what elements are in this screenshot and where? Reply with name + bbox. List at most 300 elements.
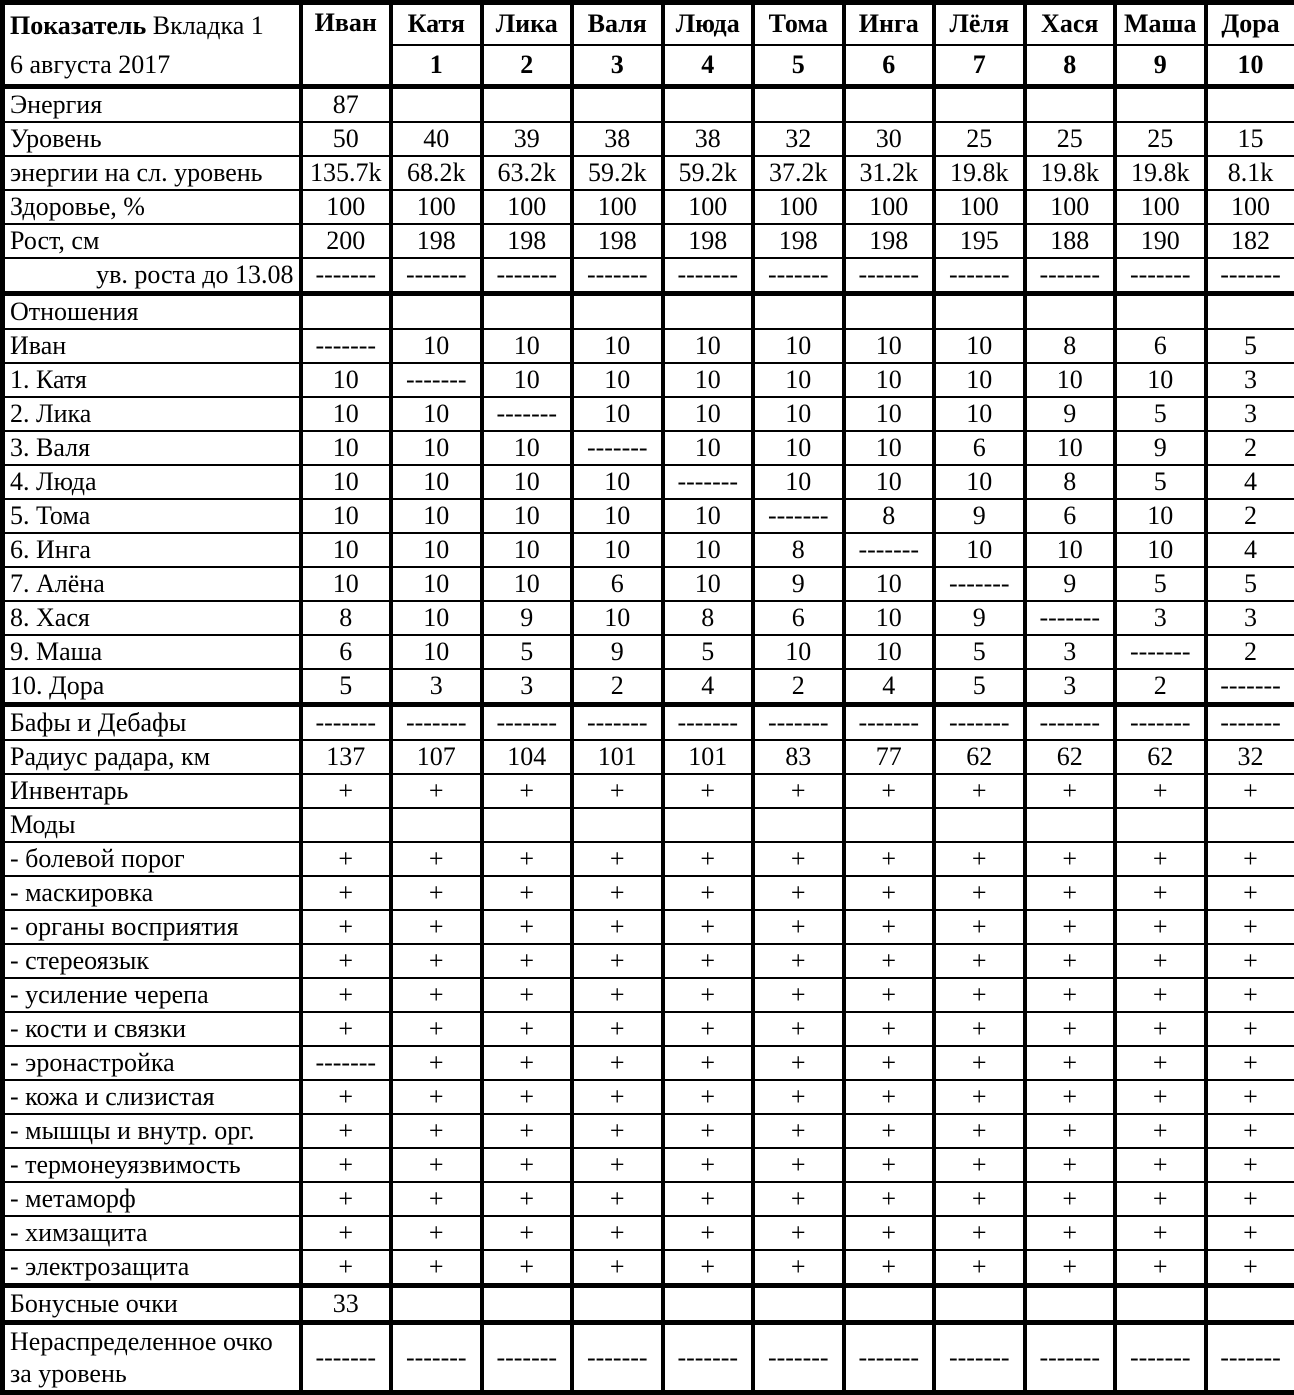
- cell: +: [753, 944, 844, 978]
- cell: 25: [1025, 122, 1116, 156]
- cell: 10: [572, 601, 663, 635]
- cell: +: [301, 978, 392, 1012]
- cell: 10: [844, 363, 935, 397]
- cell: +: [663, 842, 754, 876]
- cell: +: [934, 910, 1025, 944]
- cell: +: [482, 1182, 573, 1216]
- cell: 2: [753, 669, 844, 705]
- cell: +: [482, 978, 573, 1012]
- cell: +: [663, 1182, 754, 1216]
- cell: 25: [1115, 122, 1206, 156]
- cell: +: [1115, 1250, 1206, 1286]
- cell: +: [1206, 1250, 1294, 1286]
- table-row: [3, 740, 1294, 774]
- cell: +: [1025, 842, 1116, 876]
- cell: 10: [572, 363, 663, 397]
- cell: 32: [1206, 740, 1294, 774]
- cell: +: [753, 978, 844, 1012]
- cell: 10: [844, 567, 935, 601]
- cell: 195: [934, 224, 1025, 258]
- cell: [844, 1286, 935, 1323]
- cell: 68.2k: [391, 156, 482, 190]
- cell: +: [301, 1182, 392, 1216]
- cell: 10: [391, 465, 482, 499]
- cell: 10: [391, 567, 482, 601]
- cell: 137: [301, 740, 392, 774]
- cell: -------: [482, 397, 573, 431]
- cell: +: [1206, 876, 1294, 910]
- cell: +: [572, 978, 663, 1012]
- cell: [1025, 294, 1116, 330]
- cell: 3: [482, 669, 573, 705]
- cell: +: [663, 1012, 754, 1046]
- cell: [753, 808, 844, 842]
- cell: +: [1206, 774, 1294, 808]
- cell: +: [753, 1148, 844, 1182]
- column-header: Хася: [1025, 3, 1116, 45]
- cell: 5: [1206, 329, 1294, 363]
- cell: 10: [663, 533, 754, 567]
- cell: -------: [1206, 669, 1294, 705]
- cell: 6: [753, 601, 844, 635]
- cell: [753, 1286, 844, 1323]
- cell: 5: [663, 635, 754, 669]
- cell: 10: [663, 499, 754, 533]
- row-label: Инвентарь: [3, 774, 301, 808]
- cell: 10: [482, 499, 573, 533]
- cell: -------: [753, 258, 844, 294]
- cell: +: [1025, 1182, 1116, 1216]
- cell: 2: [1206, 635, 1294, 669]
- row-label: 4. Люда: [3, 465, 301, 499]
- cell: [391, 294, 482, 330]
- cell: 182: [1206, 224, 1294, 258]
- cell: 8: [663, 601, 754, 635]
- table-title: [10, 6, 295, 45]
- column-header: Люда: [663, 3, 754, 45]
- table-row: [3, 635, 1294, 669]
- row-label: - мышцы и внутр. орг.: [3, 1114, 301, 1148]
- row-label: Радиус радара, км: [3, 740, 301, 774]
- cell: +: [844, 876, 935, 910]
- column-number: 3: [572, 45, 663, 87]
- cell: [663, 294, 754, 330]
- row-label: Уровень: [3, 122, 301, 156]
- cell: 37.2k: [753, 156, 844, 190]
- table-row: [3, 258, 1294, 294]
- cell: 10: [663, 329, 754, 363]
- cell: 10: [391, 329, 482, 363]
- column-header: Инга: [844, 3, 935, 45]
- cell: 4: [663, 669, 754, 705]
- cell: +: [572, 1114, 663, 1148]
- cell: 62: [1115, 740, 1206, 774]
- column-number: 10: [1206, 45, 1294, 87]
- cell: 9: [753, 567, 844, 601]
- cell: +: [301, 1216, 392, 1250]
- cell: +: [934, 1046, 1025, 1080]
- cell: +: [1115, 842, 1206, 876]
- cell: +: [1115, 1114, 1206, 1148]
- cell: [1025, 87, 1116, 123]
- cell: -------: [934, 258, 1025, 294]
- cell: 198: [572, 224, 663, 258]
- row-label: - стереоязык: [3, 944, 301, 978]
- cell: 9: [1115, 431, 1206, 465]
- cell: 5: [1206, 567, 1294, 601]
- cell: -------: [572, 705, 663, 741]
- cell: +: [934, 978, 1025, 1012]
- cell: +: [391, 910, 482, 944]
- cell: 198: [844, 224, 935, 258]
- cell: [482, 87, 573, 123]
- cell: +: [391, 1114, 482, 1148]
- cell: 5: [1115, 567, 1206, 601]
- cell: +: [391, 842, 482, 876]
- row-label: Здоровье, %: [3, 190, 301, 224]
- cell: 10: [391, 499, 482, 533]
- table-row: [3, 910, 1294, 944]
- cell: +: [934, 1182, 1025, 1216]
- cell: 101: [663, 740, 754, 774]
- cell: 10: [482, 431, 573, 465]
- table-row: [3, 363, 1294, 397]
- table-row: [3, 1080, 1294, 1114]
- row-label: Энергия: [3, 87, 301, 123]
- cell: 10: [753, 397, 844, 431]
- cell: 100: [1206, 190, 1294, 224]
- cell: 5: [482, 635, 573, 669]
- cell: +: [391, 1250, 482, 1286]
- cell: +: [482, 1046, 573, 1080]
- cell: [1025, 808, 1116, 842]
- cell: [482, 808, 573, 842]
- cell: +: [934, 774, 1025, 808]
- table-header: [3, 3, 1294, 87]
- cell: 10: [844, 465, 935, 499]
- cell: -------: [844, 258, 935, 294]
- cell: -------: [1025, 705, 1116, 741]
- cell: -------: [572, 258, 663, 294]
- cell: +: [482, 944, 573, 978]
- cell: +: [753, 876, 844, 910]
- cell: [1206, 294, 1294, 330]
- cell: 40: [391, 122, 482, 156]
- table-row: [3, 1286, 1294, 1323]
- table-row: [3, 601, 1294, 635]
- cell: +: [844, 842, 935, 876]
- cell: [391, 1286, 482, 1323]
- cell: [1206, 808, 1294, 842]
- cell: +: [753, 1080, 844, 1114]
- cell: -------: [482, 1323, 573, 1393]
- cell: 5: [1115, 397, 1206, 431]
- cell: +: [391, 1046, 482, 1080]
- row-label: энергии на сл. уровень: [3, 156, 301, 190]
- cell: [301, 294, 392, 330]
- cell: 200: [301, 224, 392, 258]
- table-row: [3, 1182, 1294, 1216]
- column-number: 8: [1025, 45, 1116, 87]
- cell: 10: [663, 397, 754, 431]
- column-number: 1: [391, 45, 482, 87]
- cell: +: [934, 1114, 1025, 1148]
- cell: 62: [1025, 740, 1116, 774]
- column-number: 9: [1115, 45, 1206, 87]
- cell: 10: [663, 363, 754, 397]
- cell: 10: [753, 363, 844, 397]
- cell: +: [1206, 1148, 1294, 1182]
- cell: +: [572, 1046, 663, 1080]
- cell: 5: [934, 635, 1025, 669]
- cell: -------: [301, 258, 392, 294]
- cell: +: [391, 1012, 482, 1046]
- cell: +: [663, 944, 754, 978]
- cell: 188: [1025, 224, 1116, 258]
- cell: +: [844, 1182, 935, 1216]
- cell: +: [482, 1148, 573, 1182]
- cell: +: [934, 1148, 1025, 1182]
- cell: -------: [572, 431, 663, 465]
- cell: +: [1115, 1148, 1206, 1182]
- cell: -------: [663, 258, 754, 294]
- cell: +: [1025, 910, 1116, 944]
- cell: +: [934, 1080, 1025, 1114]
- table-row: [3, 87, 1294, 123]
- cell: 3: [391, 669, 482, 705]
- cell: +: [663, 1114, 754, 1148]
- cell: [934, 87, 1025, 123]
- cell: 6: [301, 635, 392, 669]
- cell: +: [934, 876, 1025, 910]
- cell: +: [1025, 876, 1116, 910]
- cell: [482, 294, 573, 330]
- cell: 2: [1115, 669, 1206, 705]
- cell: +: [572, 1148, 663, 1182]
- cell: 33: [301, 1286, 392, 1323]
- cell: +: [1206, 978, 1294, 1012]
- cell: +: [1025, 1046, 1116, 1080]
- cell: [1206, 1286, 1294, 1323]
- cell: 10: [844, 329, 935, 363]
- cell: 10: [934, 465, 1025, 499]
- cell: -------: [301, 1046, 392, 1080]
- cell: +: [934, 842, 1025, 876]
- cell: 8: [1025, 329, 1116, 363]
- cell: 9: [934, 499, 1025, 533]
- cell: -------: [301, 705, 392, 741]
- cell: 2: [1206, 431, 1294, 465]
- cell: +: [1206, 1080, 1294, 1114]
- cell: +: [301, 1012, 392, 1046]
- column-header: Лика: [482, 3, 573, 45]
- cell: +: [1025, 1148, 1116, 1182]
- column-number: 7: [934, 45, 1025, 87]
- cell: 10: [663, 431, 754, 465]
- cell: +: [1025, 944, 1116, 978]
- cell: 198: [391, 224, 482, 258]
- row-label: Бафы и Дебафы: [3, 705, 301, 741]
- cell: +: [572, 842, 663, 876]
- cell: -------: [1025, 601, 1116, 635]
- cell: 8: [1025, 465, 1116, 499]
- column-header: Тома: [753, 3, 844, 45]
- row-label: - эронастройка: [3, 1046, 301, 1080]
- cell: -------: [1115, 258, 1206, 294]
- cell: +: [1115, 1012, 1206, 1046]
- cell: 10: [844, 397, 935, 431]
- cell: 3: [1206, 601, 1294, 635]
- cell: +: [753, 910, 844, 944]
- cell: 10: [1115, 499, 1206, 533]
- cell: 59.2k: [572, 156, 663, 190]
- row-label: 6. Инга: [3, 533, 301, 567]
- cell: 10: [572, 533, 663, 567]
- cell: +: [301, 910, 392, 944]
- cell: +: [934, 1216, 1025, 1250]
- cell: 38: [572, 122, 663, 156]
- row-label: Отношения: [3, 294, 301, 330]
- cell: 10: [663, 567, 754, 601]
- cell: -------: [663, 465, 754, 499]
- cell: +: [663, 1216, 754, 1250]
- cell: 30: [844, 122, 935, 156]
- table-row: [3, 1012, 1294, 1046]
- cell: +: [1115, 1216, 1206, 1250]
- cell: [482, 1286, 573, 1323]
- cell: 10: [934, 533, 1025, 567]
- table-row: [3, 669, 1294, 705]
- cell: 5: [301, 669, 392, 705]
- table-row: [3, 944, 1294, 978]
- cell: 9: [572, 635, 663, 669]
- cell: +: [1115, 774, 1206, 808]
- row-label: - болевой порог: [3, 842, 301, 876]
- cell: -------: [1206, 1323, 1294, 1393]
- cell: -------: [934, 567, 1025, 601]
- cell: +: [1025, 978, 1116, 1012]
- cell: [844, 808, 935, 842]
- cell: +: [1025, 1216, 1116, 1250]
- cell: 198: [482, 224, 573, 258]
- cell: 135.7k: [301, 156, 392, 190]
- cell: 6: [934, 431, 1025, 465]
- cell: -------: [572, 1323, 663, 1393]
- cell: -------: [844, 1323, 935, 1393]
- cell: 4: [1206, 465, 1294, 499]
- cell: 10: [1025, 363, 1116, 397]
- cell: 101: [572, 740, 663, 774]
- cell: 8: [753, 533, 844, 567]
- cell: +: [753, 1182, 844, 1216]
- cell: [1115, 87, 1206, 123]
- cell: -------: [482, 705, 573, 741]
- cell: -------: [391, 258, 482, 294]
- cell: -------: [391, 1323, 482, 1393]
- cell: 10: [482, 567, 573, 601]
- table-row: [3, 397, 1294, 431]
- cell: -------: [663, 705, 754, 741]
- cell: +: [1206, 1046, 1294, 1080]
- cell: -------: [934, 705, 1025, 741]
- cell: +: [934, 944, 1025, 978]
- cell: 59.2k: [663, 156, 754, 190]
- cell: -------: [844, 705, 935, 741]
- cell: 10: [391, 533, 482, 567]
- column-number: 2: [482, 45, 573, 87]
- cell: +: [482, 1114, 573, 1148]
- cell: +: [753, 1012, 844, 1046]
- cell: +: [301, 944, 392, 978]
- cell: 100: [391, 190, 482, 224]
- table-row: [3, 842, 1294, 876]
- table-row: [3, 294, 1294, 330]
- row-label: - электрозащита: [3, 1250, 301, 1286]
- cell: 10: [1115, 363, 1206, 397]
- cell: -------: [1115, 635, 1206, 669]
- cell: +: [482, 1012, 573, 1046]
- cell: -------: [753, 705, 844, 741]
- cell: 10: [572, 465, 663, 499]
- column-number: 4: [663, 45, 754, 87]
- tab-label: Вкладка 1: [153, 11, 264, 40]
- cell: 10: [301, 499, 392, 533]
- table-row: [3, 499, 1294, 533]
- cell: [301, 808, 392, 842]
- cell: 10: [301, 465, 392, 499]
- cell: 10: [934, 363, 1025, 397]
- cell: +: [572, 1080, 663, 1114]
- cell: 10: [934, 329, 1025, 363]
- date-label: 6 августа 2017: [10, 45, 295, 84]
- table-row: [3, 431, 1294, 465]
- cell: +: [753, 842, 844, 876]
- cell: 198: [663, 224, 754, 258]
- cell: 100: [482, 190, 573, 224]
- cell: +: [482, 842, 573, 876]
- cell: 15: [1206, 122, 1294, 156]
- header-row-names: [3, 3, 1294, 45]
- cell: +: [572, 944, 663, 978]
- cell: 62: [934, 740, 1025, 774]
- cell: 19.8k: [1025, 156, 1116, 190]
- cell: 10: [482, 533, 573, 567]
- row-label: Иван: [3, 329, 301, 363]
- cell: -------: [1025, 1323, 1116, 1393]
- cell: 8.1k: [1206, 156, 1294, 190]
- cell: -------: [1025, 258, 1116, 294]
- cell: -------: [1206, 705, 1294, 741]
- cell: +: [482, 876, 573, 910]
- cell: 9: [1025, 397, 1116, 431]
- cell: +: [572, 876, 663, 910]
- cell: +: [753, 1114, 844, 1148]
- cell: 31.2k: [844, 156, 935, 190]
- cell: +: [482, 1080, 573, 1114]
- cell: -------: [753, 499, 844, 533]
- cell: -------: [934, 1323, 1025, 1393]
- cell: 32: [753, 122, 844, 156]
- cell: 100: [572, 190, 663, 224]
- cell: [663, 87, 754, 123]
- cell: 2: [572, 669, 663, 705]
- cell: +: [482, 910, 573, 944]
- column-header: Лёля: [934, 3, 1025, 45]
- cell: 10: [572, 329, 663, 363]
- cell: +: [572, 1012, 663, 1046]
- cell: 100: [753, 190, 844, 224]
- cell: 3: [1115, 601, 1206, 635]
